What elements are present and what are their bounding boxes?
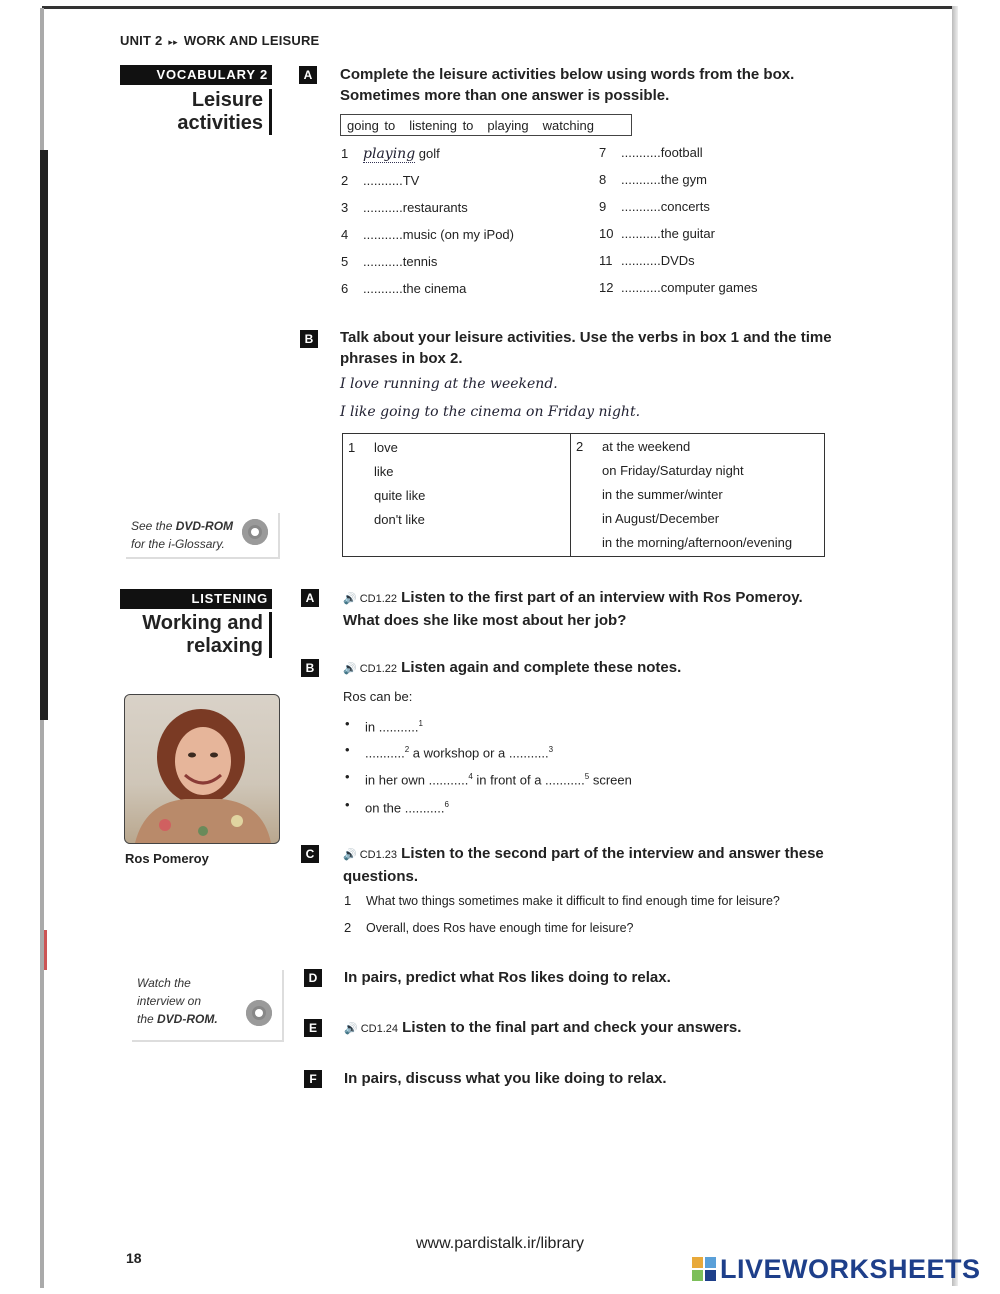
box2-number: 2 [576, 439, 584, 454]
verb-item: don't like [374, 512, 425, 527]
note-text: screen [589, 772, 632, 788]
listening-title-line2: relaxing [186, 635, 263, 657]
listening-e-instruction [344, 1017, 741, 1040]
answer-field[interactable]: ........... [621, 199, 661, 214]
clothing-shape [135, 799, 271, 843]
face-shape [175, 727, 231, 795]
floral-print [231, 815, 243, 827]
item-text: tennis [402, 254, 438, 269]
exercise-letter-d: D [304, 969, 322, 987]
example-sentence-2: I like going to the cinema on Friday night. [340, 404, 641, 420]
question-number: 1 [344, 893, 352, 908]
watch-line3-bold: DVD-ROM. [157, 1012, 218, 1026]
listening-e-line1: Listen to the final part and check your answers. [402, 1019, 742, 1036]
answer-field[interactable]: ........... [363, 200, 403, 215]
unit-header [120, 33, 319, 48]
vocab-b-instruction [340, 327, 832, 369]
listening-c-instruction [343, 843, 824, 887]
answer-field[interactable]: ........... [621, 226, 661, 241]
answer-field[interactable]: ........... [363, 173, 403, 188]
note-text: a workshop or a [409, 745, 509, 761]
verb-item: quite like [374, 488, 426, 503]
word-box-item: watching [542, 118, 594, 133]
answer-field[interactable]: ........... [363, 254, 403, 269]
note-blank-4[interactable]: ........... [428, 772, 469, 788]
dvd-note-text [131, 517, 233, 553]
vocab-item-11 [599, 252, 695, 270]
box1-list [374, 436, 425, 532]
item-text: the cinema [402, 281, 467, 296]
vocabulary-title [177, 89, 272, 135]
dvd-rom-note [126, 513, 280, 559]
note-bullet-3 [365, 768, 632, 789]
vocab-item-8 [599, 171, 707, 189]
audio-speaker-icon[interactable]: 🔊 [343, 849, 357, 861]
note-blank-6[interactable]: ........... [404, 800, 445, 816]
unit-title: WORK AND LEISURE [183, 33, 320, 48]
note-superscript: 1 [418, 719, 423, 728]
note-text: in [365, 719, 379, 735]
dvd-note-bold: DVD-ROM [175, 519, 234, 533]
exercise-letter-b: B [300, 330, 318, 348]
listening-title [142, 612, 272, 658]
note-bullet-2 [365, 741, 553, 762]
item-number: 2 [341, 173, 349, 188]
note-blank-1[interactable]: ........... [378, 719, 419, 735]
listening-b-line1: Listen again and complete these notes. [401, 659, 682, 676]
box2-list [602, 435, 792, 555]
item-text: football [660, 145, 703, 160]
item-text: computer games [660, 280, 758, 295]
exercise-letter-f: F [304, 1070, 322, 1088]
question-1 [344, 892, 780, 910]
answer-field[interactable]: ........... [621, 172, 661, 187]
disc-icon [246, 1000, 272, 1026]
vocab-b-instruction-line1: Talk about your leisure activities. Use the verbs in box 1 and the time [340, 329, 832, 346]
dvd-note-prefix: See the [131, 519, 176, 533]
cd-track: CD1.24 [360, 1023, 398, 1035]
table-divider [570, 434, 571, 556]
exercise-letter-a: A [299, 66, 317, 84]
item-number: 7 [599, 145, 607, 160]
question-number: 2 [344, 920, 352, 935]
scan-top-edge [42, 6, 954, 9]
audio-speaker-icon[interactable]: 🔊 [343, 593, 357, 605]
page-number: 18 [126, 1250, 142, 1266]
exercise-letter-e: E [304, 1019, 322, 1037]
note-blank-2[interactable]: ........... [365, 745, 405, 761]
scan-right-edge [952, 6, 958, 1286]
disc-icon [242, 519, 268, 545]
item-number: 10 [599, 226, 614, 241]
answer-field[interactable]: ........... [363, 281, 403, 296]
word-box-item: listening to [409, 118, 474, 133]
time-phrase-item: in August/December [602, 511, 720, 526]
listening-a-instruction [343, 587, 803, 631]
item-number: 11 [599, 253, 613, 268]
audio-speaker-icon[interactable]: 🔊 [343, 663, 357, 675]
exercise-letter-a: A [301, 589, 319, 607]
item-number: 12 [599, 280, 614, 295]
note-bullet-1 [365, 715, 423, 736]
box1-number: 1 [348, 440, 356, 455]
scan-left-shadow [40, 150, 48, 720]
item-number: 9 [599, 199, 607, 214]
item-number: 3 [341, 200, 349, 215]
vocab-a-instruction-line1: Complete the leisure activities below using words from the box. [340, 66, 795, 83]
question-text: What two things sometimes make it difficult to find enough time for leisure? [366, 894, 780, 908]
vocab-item-3 [341, 199, 468, 217]
note-text: on the [365, 800, 405, 816]
vocab-item-12 [599, 279, 758, 297]
question-2 [344, 919, 634, 937]
dvd-note-suffix: for the i-Glossary. [131, 537, 225, 551]
word-box [340, 114, 632, 136]
time-phrase-item: in the summer/winter [602, 487, 723, 502]
item-number: 5 [341, 254, 349, 269]
time-phrase-item: at the weekend [602, 439, 691, 454]
listening-tag: LISTENING [120, 589, 272, 609]
time-phrase-item: in the morning/afternoon/evening [602, 535, 793, 550]
eye-left [188, 753, 196, 758]
scan-left-mark [44, 930, 47, 970]
item-text: DVDs [660, 253, 695, 268]
vocab-item-2 [341, 172, 419, 190]
cd-track: CD1.23 [359, 849, 397, 861]
brand-text: LIVEWORKSHEETS [720, 1254, 981, 1284]
verb-time-table [342, 433, 825, 557]
listening-b-instruction [343, 657, 681, 680]
vocab-item-6 [341, 280, 466, 298]
question-text: Overall, does Ros have enough time for leisure? [366, 921, 634, 935]
answer-field[interactable]: ........... [621, 145, 661, 160]
source-url[interactable]: www.pardistalk.ir/library [415, 1235, 585, 1252]
vocab-item-7 [599, 144, 703, 162]
liveworksheets-icon [692, 1257, 716, 1281]
note-superscript: 5 [584, 772, 590, 781]
floral-print [159, 819, 171, 831]
verb-item: like [374, 464, 394, 479]
photo-caption: Ros Pomeroy [125, 851, 209, 866]
note-blank-5[interactable]: ........... [545, 772, 585, 788]
item-text: music (on my iPod) [402, 227, 514, 242]
vocab-a-instruction-line2: Sometimes more than one answer is possible. [340, 87, 670, 104]
eye-right [210, 753, 218, 758]
item-text: the guitar [660, 226, 715, 241]
note-superscript: 4 [468, 772, 473, 781]
vocab-item-9 [599, 198, 710, 216]
note-blank-3[interactable]: ........... [508, 745, 549, 761]
notes-intro: Ros can be: [343, 689, 413, 704]
listening-c-line2: questions. [343, 868, 419, 885]
time-phrase-item: on Friday/Saturday night [602, 463, 744, 478]
note-text: in front of a [472, 772, 546, 788]
vocab-item-5 [341, 253, 437, 271]
unit-label: UNIT 2 [120, 33, 163, 48]
watch-dvd-note [132, 970, 284, 1042]
word-box-item: going to [347, 118, 396, 133]
cd-track: CD1.22 [359, 593, 397, 605]
item-number: 6 [341, 281, 349, 296]
item-text: the gym [660, 172, 707, 187]
exercise-letter-b: B [301, 659, 319, 677]
listening-f-instruction: In pairs, discuss what you like doing to relax. [344, 1070, 667, 1087]
verb-item: love [374, 440, 398, 455]
word-box-item: playing [487, 118, 529, 133]
vocabulary-title-line1: Leisure [191, 89, 263, 111]
note-superscript: 2 [404, 745, 410, 754]
portrait-illustration [125, 695, 279, 843]
listening-a-line2: What does she like most about her job? [343, 612, 627, 629]
item-text: concerts [660, 199, 710, 214]
note-superscript: 6 [444, 800, 449, 809]
note-bullet-4 [365, 796, 449, 817]
watch-line2: interview on [137, 994, 202, 1008]
vocab-item-4 [341, 226, 514, 244]
answer-field[interactable]: ........... [621, 280, 661, 295]
example-sentence-1: I love running at the weekend. [340, 376, 558, 392]
item-number: 1 [341, 146, 349, 161]
double-arrow-icon: ▸▸ [168, 37, 178, 47]
cd-track: CD1.22 [359, 663, 397, 675]
note-superscript: 3 [548, 745, 554, 754]
listening-title-line1: Working and [142, 612, 263, 634]
vocab-item-10 [599, 225, 715, 243]
answer-field[interactable]: ........... [621, 253, 661, 268]
item-text: restaurants [402, 200, 468, 215]
answer-field[interactable]: ........... [363, 227, 403, 242]
watch-note-text [137, 974, 218, 1028]
item-number: 4 [341, 227, 349, 242]
floral-print [198, 826, 208, 836]
item-number: 8 [599, 172, 607, 187]
exercise-letter-c: C [301, 845, 319, 863]
note-text: in her own [365, 772, 429, 788]
listening-a-line1: Listen to the first part of an interview with Ros Pomeroy. [401, 589, 803, 606]
vocabulary-title-line2: activities [177, 112, 263, 134]
watch-line3-prefix: the [137, 1012, 158, 1026]
listening-c-line1: Listen to the second part of the interview and answer these [401, 845, 824, 862]
answer-field[interactable]: playing [363, 146, 416, 162]
watch-line1: Watch the [137, 976, 191, 990]
vocabulary-tag: VOCABULARY 2 [120, 65, 272, 85]
vocab-a-instruction [340, 64, 794, 106]
item-text: TV [402, 173, 420, 188]
item-text: golf [418, 146, 440, 161]
audio-speaker-icon[interactable]: 🔊 [344, 1023, 358, 1035]
vocab-item-1 [341, 145, 440, 163]
ros-pomeroy-photo [124, 694, 280, 844]
vocab-b-instruction-line2: phrases in box 2. [340, 350, 463, 367]
liveworksheets-logo [692, 1254, 981, 1285]
listening-d-instruction: In pairs, predict what Ros likes doing to relax. [344, 969, 671, 986]
